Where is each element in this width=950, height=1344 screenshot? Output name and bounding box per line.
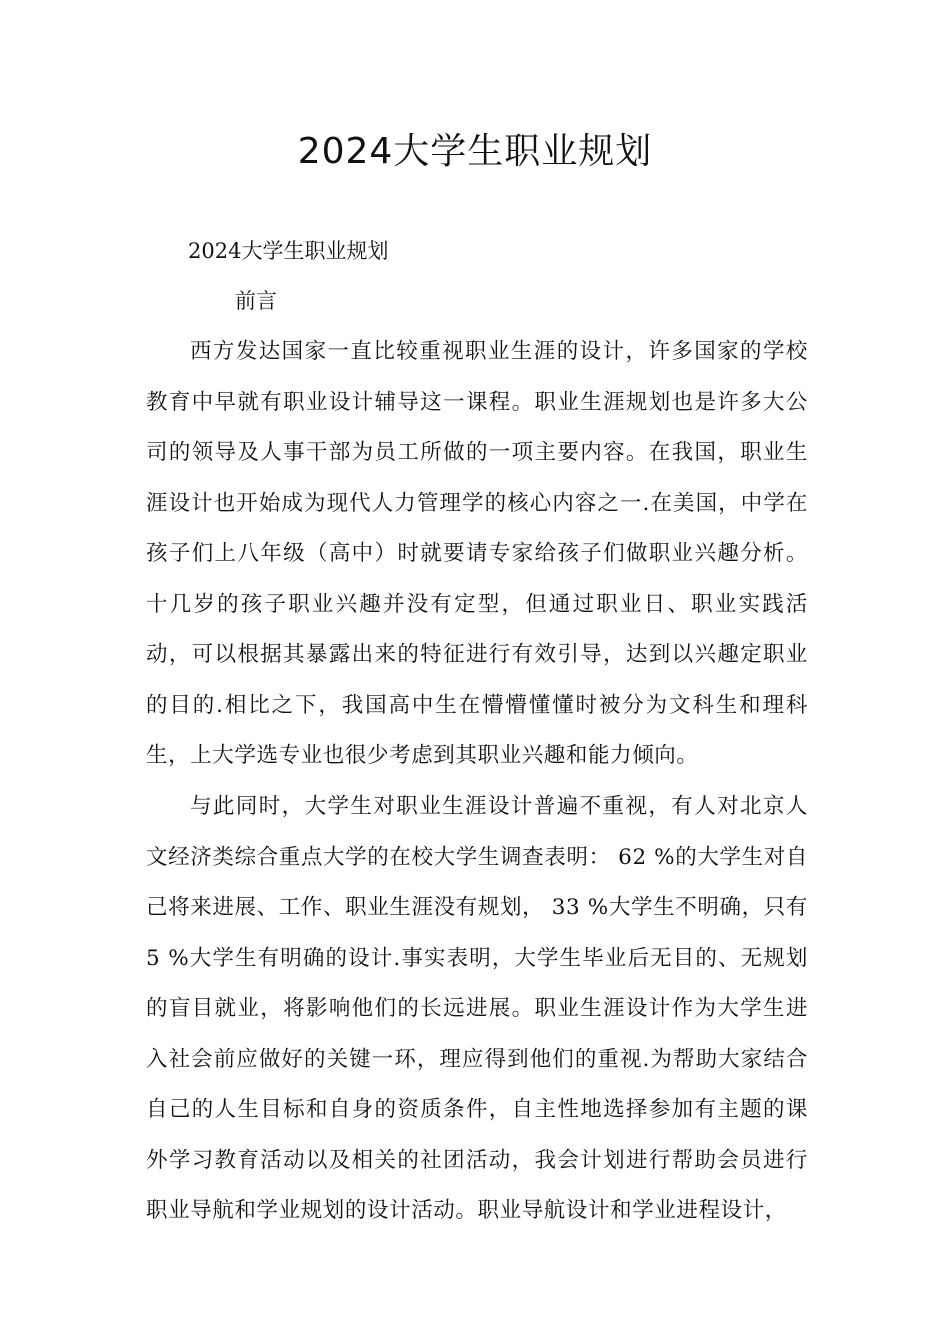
document-subtitle: 2024大学生职业规划 (188, 239, 389, 263)
document-title: 2024大学生职业规划 (297, 131, 653, 172)
body-paragraph: 与此同时，大学生对职业生涯设计普遍不重视，有人对北京人文经济类综合重点大学的在校大学生调查表明： 62 %的大学生对自己将来进展、工作、职业生涯没有规划， 33 %大学生不明确，只有5 %大学生有明确的设计.事实表明，大学生毕业后无目的、无规划的盲目就业，将影响他们的长远进展。职业生涯设计作为大学生进入社会前应做好的关键一环，理应得到他们的重视.为帮助大家结合自己的人生目标和自身的资质条件，自主性地选择参加有主题的课外学习教育活动以及相关的社团活动，我会计划进行帮助会员进行职业导航和学业规划的设计活动。职业导航设计和学业进程设计， (146, 794, 808, 1223)
preface-heading: 前言 (235, 289, 277, 313)
body-paragraph: 西方发达国家一直比较重视职业生涯的设计，许多国家的学校教育中早就有职业设计辅导这一课程。职业生涯规划也是许多大公司的领导及人事干部为员工所做的一项主要内容。在我国，职业生涯设计也开始成为现代人力管理学的核心内容之一.在美国，中学在孩子们上八年级（高中）时就要请专家给孩子们做职业兴趣分析。十几岁的孩子职业兴趣并没有定型，但通过职业日、职业实践活动，可以根据其暴露出来的特征进行有效引导，达到以兴趣定职业的目的.相比之下，我国高中生在懵懵懂懂时被分为文科生和理科生，上大学选专业也很少考虑到其职业兴趣和能力倾向。 (146, 339, 808, 768)
